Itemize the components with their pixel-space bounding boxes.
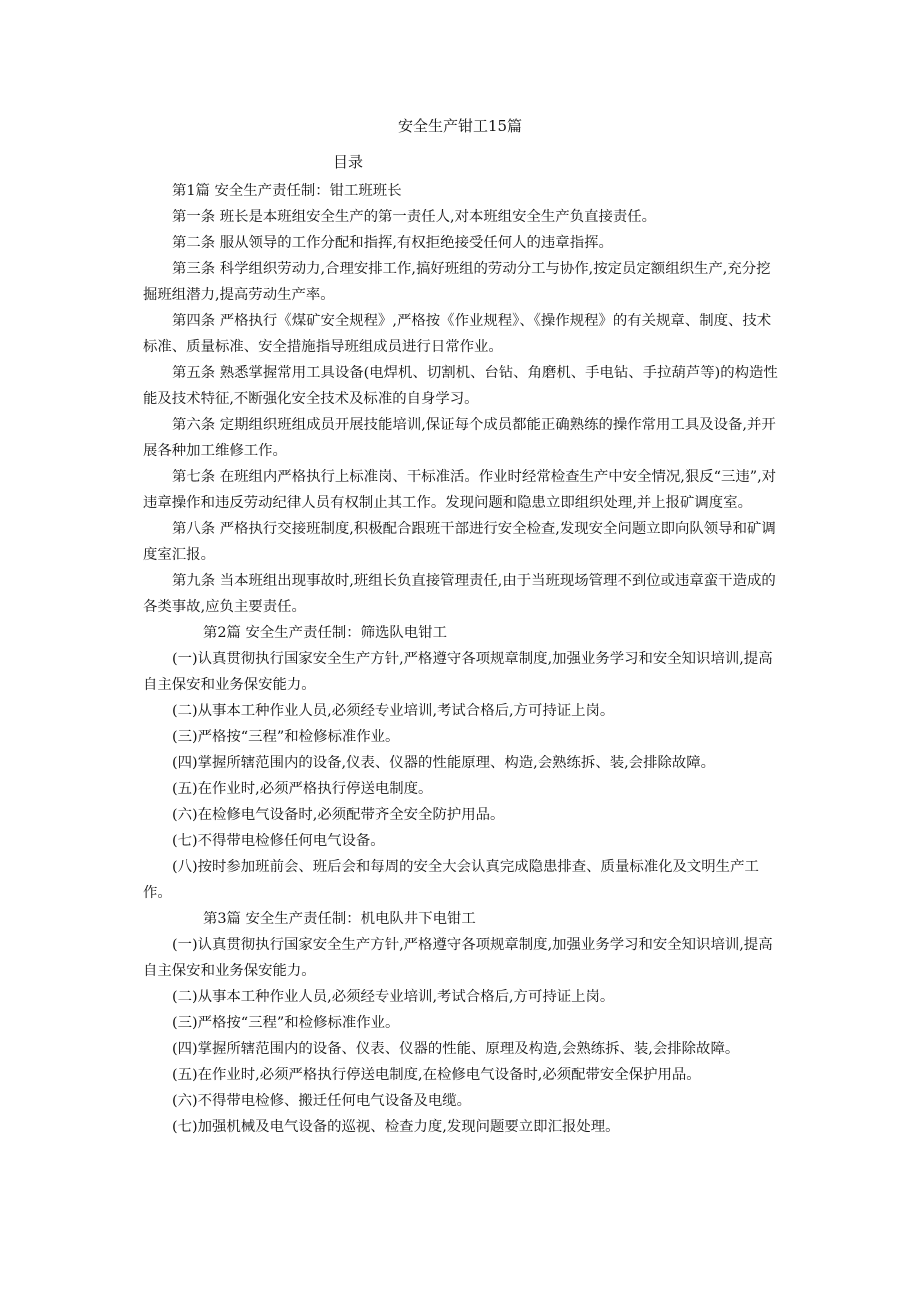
paragraph: 第六条 定期组织班组成员开展技能培训,保证每个成员都能正确熟练的操作常用工具及设备,并开展各种加工维修工作。 <box>143 417 776 459</box>
chapter-heading: 第1篇 安全生产责任制：钳工班班长 <box>172 183 402 199</box>
paragraph: 第三条 科学组织劳动力,合理安排工作,搞好班组的劳动分工与协作,按定员定额组织生产,充分挖掘班组潜力,提高劳动生产率。 <box>143 261 771 303</box>
chapter-heading: 第3篇 安全生产责任制：机电队井下电钳工 <box>203 911 476 927</box>
paragraph: (一)认真贯彻执行国家安全生产方针,严格遵守各项规章制度,加强业务学习和安全知识培训,提高自主保安和业务保安能力。 <box>143 651 773 693</box>
paragraph: (三)严格按“三程”和检修标准作业。 <box>172 729 400 745</box>
paragraph: (八)按时参加班前会、班后会和每周的安全大会认真完成隐患排查、质量标准化及文明生产工作。 <box>143 859 759 901</box>
paragraph: (六)在检修电气设备时,必须配带齐全安全防护用品。 <box>172 807 505 823</box>
toc-label: 目录 <box>333 153 364 171</box>
paragraph: (七)加强机械及电气设备的巡视、检查力度,发现问题要立即汇报处理。 <box>172 1119 620 1135</box>
chapter-heading: 第2篇 安全生产责任制：筛选队电钳工 <box>203 625 447 641</box>
paragraph: (五)在作业时,必须严格执行停送电制度,在检修电气设备时,必须配带安全保护用品。 <box>172 1067 701 1083</box>
paragraph: 第七条 在班组内严格执行上标准岗、干标准活。作业时经常检查生产中安全情况,狠反“三违”,对违章操作和违反劳动纪律人员有权制止其工作。发现问题和隐患立即组织处理,并上报矿调度室。 <box>143 469 777 511</box>
paragraph: (二)从事本工种作业人员,必须经专业培训,考试合格后,方可持证上岗。 <box>172 703 615 719</box>
paragraph: 第一条 班长是本班组安全生产的第一责任人,对本班组安全生产负直接责任。 <box>172 209 657 225</box>
paragraph: (四)掌握所辖范围内的设备,仪表、仪器的性能原理、构造,会熟练拆、装,会排除故障。 <box>172 755 716 771</box>
paragraph: 第二条 服从领导的工作分配和指挥,有权拒绝接受任何人的违章指挥。 <box>172 235 613 251</box>
paragraph: 第五条 熟悉掌握常用工具设备(电焊机、切割机、台钻、角磨机、手电钻、手拉葫芦等)的构造性能及技术特征,不断强化安全技术及标准的自身学习。 <box>143 365 778 407</box>
paragraph: 第四条 严格执行《煤矿安全规程》,严格按《作业规程》、《操作规程》的有关规章、制度、技术标准、质量标准、安全措施指导班组成员进行日常作业。 <box>143 313 772 355</box>
document-title: 安全生产钳工15篇 <box>397 117 523 135</box>
paragraph: (四)掌握所辖范围内的设备、仪表、仪器的性能、原理及构造,会熟练拆、装,会排除故障。 <box>172 1041 740 1057</box>
paragraph: (七)不得带电检修任何电气设备。 <box>172 833 385 849</box>
paragraph: (三)严格按“三程”和检修标准作业。 <box>172 1015 400 1031</box>
document-body <box>143 178 783 1140</box>
paragraph: (二)从事本工种作业人员,必须经专业培训,考试合格后,方可持证上岗。 <box>172 989 615 1005</box>
paragraph: (五)在作业时,必须严格执行停送电制度。 <box>172 781 433 797</box>
paragraph: 第八条 严格执行交接班制度,积极配合跟班干部进行安全检查,发现安全问题立即向队领导和矿调度室汇报。 <box>143 521 776 563</box>
paragraph: (六)不得带电检修、搬迁任何电气设备及电缆。 <box>172 1093 472 1109</box>
paragraph: (一)认真贯彻执行国家安全生产方针,严格遵守各项规章制度,加强业务学习和安全知识培训,提高自主保安和业务保安能力。 <box>143 937 773 979</box>
paragraph: 第九条 当本班组出现事故时,班组长负直接管理责任,由于当班现场管理不到位或违章蛮干造成的各类事故,应负主要责任。 <box>143 573 776 615</box>
